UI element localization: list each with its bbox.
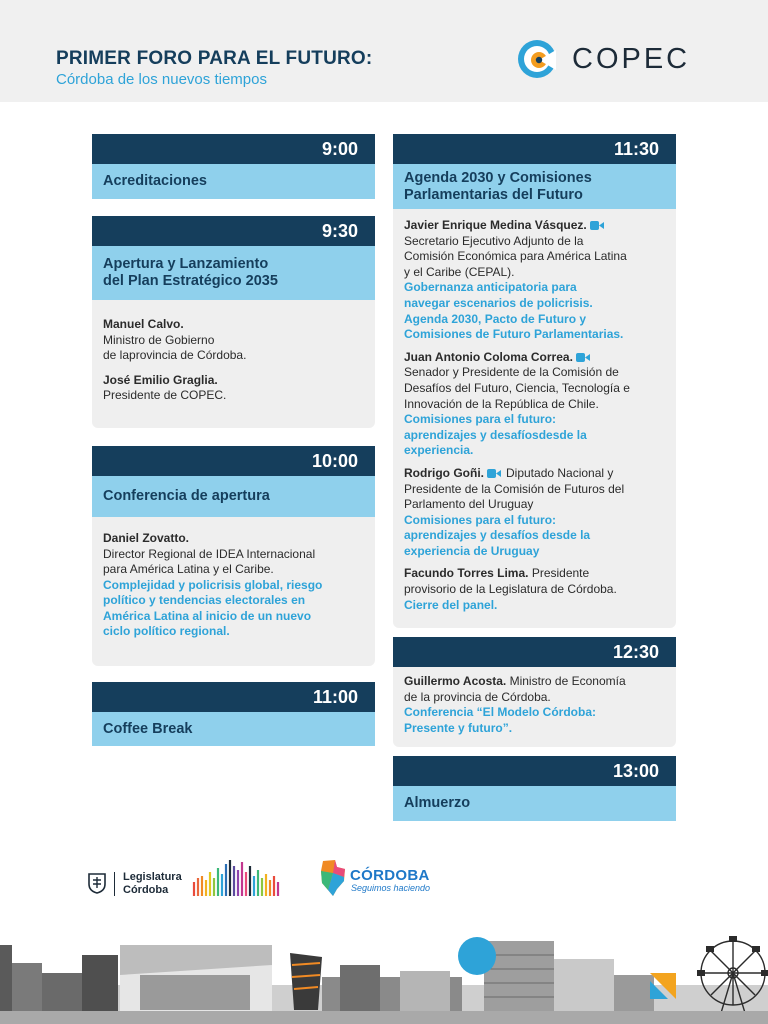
time-label: 9:00 (92, 134, 375, 164)
speaker-entry (404, 466, 665, 560)
time-label: 12:30 (393, 637, 676, 667)
slot-1000 (92, 446, 375, 666)
slot-0930 (92, 216, 375, 428)
talk-title: América Latina al inicio de un nuevo (103, 608, 312, 623)
speaker-name: Javier Enrique Medina Vásquez. (404, 218, 587, 232)
city-skyline-illustration (0, 915, 768, 1024)
speaker-role: Desafíos del Futuro, Ciencia, Tecnología e (404, 380, 630, 395)
speaker-role: Innovación de la República de Chile. (404, 396, 599, 411)
slot-0900 (92, 134, 375, 199)
cordoba-slogan: Seguimos haciendo (351, 883, 431, 893)
video-camera-icon (487, 469, 501, 478)
talk-title: Presente y futuro”. (404, 720, 513, 735)
talk-title: Complejidad y policrisis global, riesgo (103, 577, 323, 592)
talk-title: Cierre del panel. (404, 597, 498, 612)
session-title (92, 712, 375, 746)
speaker-entry (103, 373, 364, 404)
header-band (0, 0, 768, 102)
speaker-role: provisorio de la Legislatura de Córdoba. (404, 582, 617, 597)
talk-title: experiencia de Uruguay (404, 543, 540, 558)
talk-title: experiencia. (404, 443, 474, 458)
speaker-role: Comisión Económica para América Latina (404, 249, 627, 264)
event-subtitle: Córdoba de los nuevos tiempos (56, 71, 267, 88)
copec-logo-icon (516, 38, 558, 80)
session-title (92, 246, 375, 300)
time-label: 13:00 (393, 756, 676, 786)
session-title (92, 164, 375, 199)
copec-logo-text: COPEC (572, 42, 691, 75)
slot-1100 (92, 682, 375, 746)
speaker-role: Senador y Presidente de la Comisión de (404, 365, 619, 380)
session-title-text: Coffee Break (103, 720, 193, 737)
session-details (92, 300, 375, 428)
video-camera-icon (576, 353, 590, 362)
talk-title: Comisiones para el futuro: (404, 412, 557, 427)
talk-title: Comisiones para el futuro: (404, 512, 557, 527)
time-label: 10:00 (92, 446, 375, 476)
time-label: 11:30 (393, 134, 676, 164)
session-title-line: Apertura y Lanzamiento (103, 256, 269, 272)
legislatura-barcode-graphic (192, 858, 284, 898)
legislatura-shield-icon (88, 872, 106, 894)
speaker-role: Presidente de COPEC. (103, 388, 227, 402)
speaker-role: Parlamento del Uruguay (404, 497, 534, 512)
speaker-role: Secretario Ejecutivo Adjunto de la (404, 233, 584, 248)
speaker-role: para América Latina y el Caribe. (103, 562, 274, 576)
speaker-entry (404, 566, 665, 613)
talk-title: Comisiones de Futuro Parlamentarias. (404, 327, 624, 342)
slot-1130 (393, 134, 676, 628)
talk-title: Agenda 2030, Pacto de Futuro y (404, 311, 587, 326)
event-title: PRIMER FORO PARA EL FUTURO: (56, 48, 373, 69)
speaker-role: Ministro de Economía (509, 674, 626, 688)
speaker-role: de laprovincia de Córdoba. (103, 348, 247, 362)
cordoba-brand-name: CÓRDOBA (350, 867, 430, 884)
session-title-text: Conferencia de apertura (103, 488, 270, 504)
speaker-name: Daniel Zovatto. (103, 531, 190, 545)
speaker-name: Rodrigo Goñi. (404, 465, 484, 480)
session-details (393, 667, 676, 747)
talk-title: navegar escenarios de policrisis. (404, 295, 593, 310)
video-camera-icon (590, 221, 604, 230)
session-title-text: Almuerzo (404, 795, 471, 811)
slot-1300 (393, 756, 676, 821)
session-title (92, 476, 375, 517)
speaker-name: Juan Antonio Coloma Correa. (404, 349, 573, 364)
time-label: 11:00 (92, 682, 375, 712)
talk-title: Gobernanza anticipatoria para (404, 280, 577, 295)
session-title-line: del Plan Estratégico 2035 (103, 273, 278, 289)
talk-title: político y tendencias electorales en (103, 593, 306, 607)
legislatura-line: Córdoba (123, 884, 169, 896)
speaker-role: Presidente de la Comisión de Futuros del (404, 481, 625, 496)
session-title-text: Acreditaciones (103, 173, 207, 189)
speaker-name: Manuel Calvo. (103, 317, 184, 331)
slot-1230 (393, 637, 676, 747)
speaker-role: Diputado Nacional y (506, 465, 614, 480)
speaker-entry (404, 350, 665, 459)
copec-logo (516, 38, 690, 80)
sponsor-logos (0, 856, 768, 906)
session-title-line: Agenda 2030 y Comisiones (404, 169, 592, 186)
speaker-entry (404, 218, 665, 343)
legislatura-divider (114, 872, 115, 896)
speaker-role: Presidente (531, 566, 590, 581)
talk-title: Conferencia “El Modelo Córdoba: (404, 705, 597, 720)
session-details (92, 517, 375, 666)
speaker-name: José Emilio Graglia. (103, 372, 218, 387)
session-title (393, 786, 676, 821)
session-title (393, 164, 676, 209)
session-details (393, 209, 676, 628)
talk-title: aprendizajes y desafíosdesde la (404, 427, 587, 442)
speaker-role: de la provincia de Córdoba. (404, 689, 551, 704)
talk-title: ciclo político regional. (103, 624, 230, 638)
legislatura-line: Legislatura (123, 871, 182, 883)
speaker-name: Facundo Torres Lima. (404, 566, 529, 581)
cordoba-map-icon (319, 859, 347, 897)
speaker-role: y el Caribe (CEPAL). (404, 264, 515, 279)
talk-title: aprendizajes y desafíos desde la (404, 528, 591, 543)
session-title-line: Parlamentarias del Futuro (404, 186, 583, 203)
speaker-role: Director Regional de IDEA Internacional (103, 546, 316, 561)
speaker-name: Guillermo Acosta. (404, 674, 507, 688)
legislatura-name (123, 871, 182, 897)
speaker-role: Ministro de Gobierno (103, 332, 215, 347)
time-label: 9:30 (92, 216, 375, 246)
speaker-entry (103, 317, 364, 364)
